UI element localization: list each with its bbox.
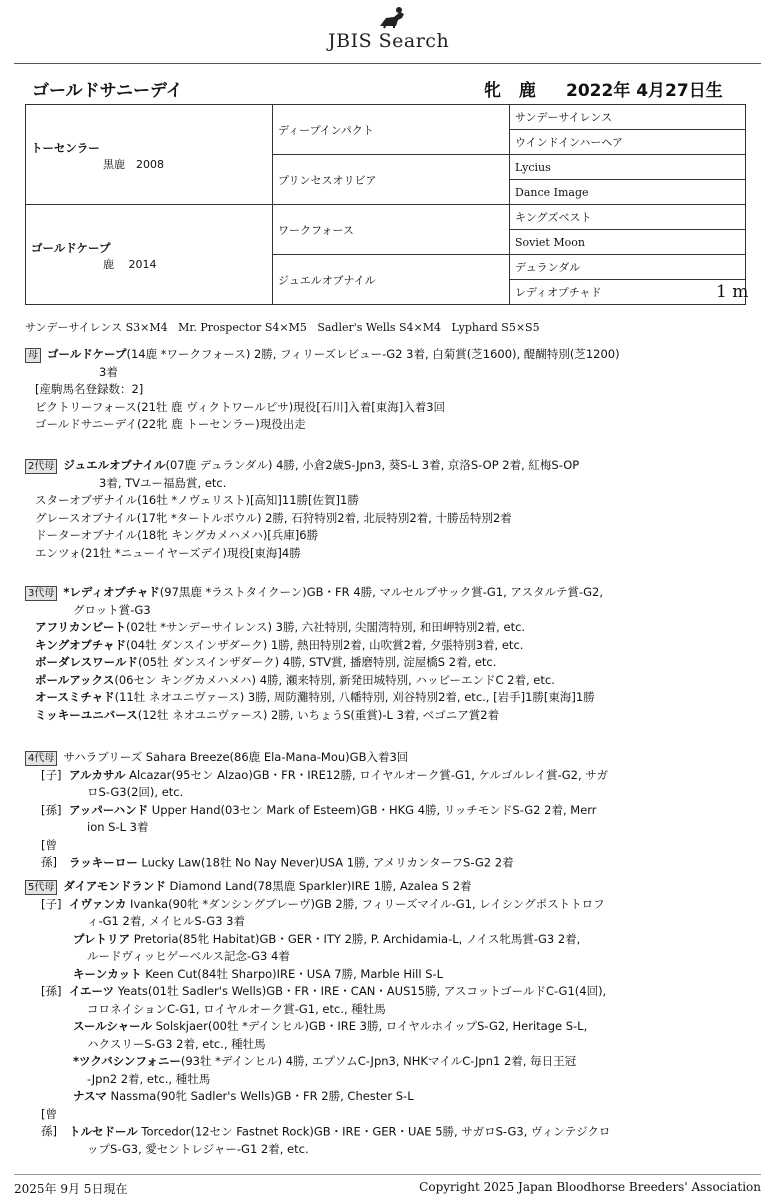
- horse-link[interactable]: イヴァンカ: [69, 896, 127, 911]
- family-line: [25, 931, 755, 949]
- family-line: [25, 707, 755, 725]
- record-text: (04牡 ダンスインザダーク) 1勝, 熱田特別2着, 山吹賞2着, 夕張特別3着, etc.: [125, 637, 524, 652]
- section-4th-dam: [25, 749, 755, 872]
- inbreeding-line: サンデーサイレンス S3×M4 Mr. Prospector S4×M5 Sadler's Wells S4×M4 Lyphard S5×S5: [25, 321, 540, 334]
- record-text: (97黒鹿 *ラストタイクーン)GB・FR 4勝, マルセルブサック賞-G1, アスタルテ賞-G2,: [159, 585, 603, 599]
- horse-link[interactable]: ラッキーロー: [69, 855, 138, 869]
- record-text: グレースオブナイル(17牝 *タートルボウル) 2勝, 石狩特別2着, 北辰特別2着, 十勝岳特別2着: [35, 510, 512, 525]
- record-text: (06セン キングカメハメハ) 4勝, 瀬来特別, 新発田城特別, ハッピーエンドC 2着, etc.: [114, 672, 555, 687]
- pedigree-cell-ssd[interactable]: ウインドインハーヘア: [510, 130, 746, 155]
- pedigree-lm-marker: 1 m: [716, 282, 749, 302]
- family-line: [25, 602, 755, 620]
- generation-tag: 3代母: [25, 586, 57, 601]
- page-header: [0, 0, 775, 64]
- relation-label: [子]: [41, 896, 62, 911]
- horse-link[interactable]: *ツクバシンフォニー: [73, 1054, 181, 1068]
- family-line: [25, 913, 755, 931]
- horse-link[interactable]: ミッキーユニバース: [35, 707, 138, 722]
- footer-copyright: Copyright 2025 Japan Bloodhorse Breeders' Association: [419, 1180, 761, 1194]
- horse-name: ゴールドサニーデイ: [32, 81, 183, 101]
- relation-label: [曾孫]: [41, 1106, 57, 1138]
- record-text: Nassma(90牝 Sadler's Wells)GB・FR 2勝, Chester S-L: [106, 1089, 414, 1103]
- section-5th-dam: [25, 878, 755, 1158]
- family-line: [25, 510, 755, 528]
- dam-info: 鹿 2014: [103, 257, 157, 271]
- relation-label: [子]: [41, 767, 62, 782]
- family-line: [25, 1141, 755, 1159]
- record-text: Ivanka(90牝 *ダンシングブレーヴ)GB 2勝, フィリーズマイル-G1, レイシングポストトロフ: [126, 896, 605, 911]
- record-text: 3着: [99, 364, 118, 379]
- record-text: エンツォ(21牡 *ニューイヤーズデイ)現役[東海]4勝: [35, 545, 301, 560]
- generation-tag: 母: [25, 348, 41, 363]
- pedigree-cell-sds[interactable]: Lycius: [510, 155, 746, 180]
- family-line: [25, 784, 755, 802]
- record-text: スターオブザナイル(16牡 *ノヴェリスト)[高知]11勝[佐賀]1勝: [35, 493, 359, 507]
- dam-cell[interactable]: [26, 205, 273, 305]
- family-line: [25, 749, 755, 767]
- record-text: Alcazar(95セン Alzao)GB・FR・IRE12勝, ロイヤルオーク賞-G1, ケルゴルレイ賞-G2, サガ: [125, 767, 609, 782]
- relation-label: [孫]: [41, 802, 62, 817]
- horse-link[interactable]: ジュエルオブナイル: [63, 458, 166, 472]
- dam-name: ゴールドケープ: [31, 240, 111, 255]
- generation-tag: 5代母: [25, 880, 57, 895]
- section-2nd-dam: [25, 457, 755, 562]
- family-line: [25, 545, 755, 563]
- family-line: [25, 619, 755, 637]
- record-text: Torcedor(12セン Fastnet Rock)GB・IRE・GER・UAE 5勝, サガロS-G3, ヴィンテジクロ: [137, 1124, 611, 1138]
- family-line: [25, 527, 755, 545]
- record-text: Lucky Law(18牡 No Nay Never)USA 1勝, アメリカンターフS-G2 2着: [137, 855, 514, 869]
- family-line: [25, 672, 755, 690]
- horse-link[interactable]: ボーダレスワールド: [35, 655, 138, 669]
- record-text: [産駒馬名登録数：2]: [35, 382, 144, 396]
- record-text: ハクスリーS-G3 2着, etc., 種牡馬: [87, 1036, 266, 1051]
- pedigree-cell-dsd[interactable]: Soviet Moon: [510, 230, 746, 255]
- record-text: (11牡 ネオユニヴァース) 3勝, 周防灘特別, 八幡特別, 刈谷特別2着, etc., [岩手]1勝[東海]1勝: [114, 690, 595, 704]
- record-text: Keen Cut(84牡 Sharpo)IRE・USA 7勝, Marble Hill S-L: [141, 966, 444, 981]
- horse-title-row: [32, 76, 755, 104]
- footer-date: 2025年 9月 5日現在: [14, 1182, 128, 1196]
- pedigree-table: [25, 104, 749, 305]
- generation-tag: 2代母: [25, 459, 57, 474]
- sire-info: 黒鹿 2008: [103, 157, 164, 171]
- record-text: ルードヴィッヒゲーベルス記念-G3 4着: [87, 949, 290, 963]
- record-text: (14鹿 *ワークフォース) 2勝, フィリーズレビュー-G2 3着, 白菊賞(芝1600), 醍醐特別(芝1200): [126, 347, 620, 361]
- header-divider: [14, 63, 761, 64]
- family-line: [25, 416, 755, 434]
- pedigree-cell-ddd[interactable]: レディオプチャド: [510, 280, 746, 305]
- family-line: [25, 1053, 755, 1071]
- record-text: -Jpn2 2着, etc., 種牡馬: [87, 1071, 211, 1086]
- jbis-logo[interactable]: JBIS Search: [328, 30, 450, 52]
- horse-link[interactable]: ダイアモンドランド: [63, 879, 166, 893]
- pedigree-cell-dds[interactable]: デュランダル: [510, 255, 746, 280]
- record-text: (12牡 ネオユニヴァース) 2勝, いちょうS(重賞)-L 3着, ベゴニア賞2着: [137, 707, 500, 722]
- record-text: ビクトリーフォース(21牡 鹿 ヴィクトワールピサ)現役[石川]入着[東海]入着3回: [35, 399, 446, 414]
- family-line: [25, 1001, 755, 1019]
- horse-link[interactable]: オースミチャド: [35, 690, 115, 704]
- horse-link[interactable]: ゴールドケープ: [47, 347, 127, 361]
- family-line: [25, 399, 755, 417]
- record-text: Diamond Land(78黒鹿 Sparkler)IRE 1勝, Azalea S 2着: [165, 879, 472, 893]
- record-text: (02牡 *サンデーサイレンス) 3勝, 六社特別, 尖閣湾特別, 和田岬特別2着, etc.: [125, 620, 526, 634]
- record-text: 3着, TVユー福島賞, etc.: [99, 475, 227, 490]
- family-line: [25, 654, 755, 672]
- family-line: [25, 1106, 755, 1141]
- horse-link[interactable]: イエーツ: [69, 984, 115, 998]
- record-text: Yeats(01牡 Sadler's Wells)GB・FR・IRE・CAN・AUS15勝, アスコットゴールドC-G1(4回),: [114, 984, 607, 998]
- dam-dam-cell[interactable]: ジュエルオブナイル: [273, 255, 510, 305]
- family-line: [25, 457, 755, 475]
- horse-link[interactable]: アルカサル: [69, 767, 126, 782]
- relation-label: [曾孫]: [41, 837, 57, 869]
- dam-sire-cell[interactable]: ワークフォース: [273, 205, 510, 255]
- horse-link[interactable]: キーンカット: [73, 966, 142, 981]
- family-line: [25, 767, 755, 785]
- section-dam: [25, 346, 755, 434]
- record-text: (05牡 ダンスインザダーク) 4勝, STV賞, 播磨特別, 淀屋橋S 2着, etc.: [137, 655, 497, 669]
- record-text: ゴールドサニーデイ(22牝 鹿 トーセンラー)現役出走: [35, 417, 306, 431]
- family-line: [25, 1088, 755, 1106]
- sire-name: トーセンラー: [31, 140, 100, 155]
- generation-tag: 4代母: [25, 751, 57, 766]
- family-line: [25, 584, 755, 602]
- sire-dam-cell[interactable]: プリンセスオリビア: [273, 155, 510, 205]
- record-text: ドーターオブナイル(18牝 キングカメハメハ)[兵庫]6勝: [35, 528, 319, 542]
- family-line: [25, 1071, 755, 1089]
- family-line: [25, 966, 755, 984]
- family-line: [25, 1018, 755, 1036]
- record-text: (07鹿 デュランダル) 4勝, 小倉2歳S-Jpn3, 葵S-L 3着, 京洛S-OP 2着, 紅梅S-OP: [165, 458, 580, 472]
- record-text: コロネイションC-G1, ロイヤルオーク賞-G1, etc., 種牡馬: [87, 1001, 386, 1016]
- footer-divider: [14, 1174, 761, 1175]
- record-text: Upper Hand(03セン Mark of Esteem)GB・HKG 4勝, リッチモンドS-G2 2着, Merr: [148, 802, 597, 817]
- horse-link[interactable]: トルセドール: [69, 1124, 138, 1138]
- horse-sex-color: 牝 鹿: [484, 81, 542, 101]
- relation-label: [孫]: [41, 984, 62, 998]
- family-line: [25, 948, 755, 966]
- family-line: [25, 819, 755, 837]
- family-line: [25, 983, 755, 1001]
- horse-link[interactable]: スールシャール: [73, 1019, 152, 1033]
- horse-link[interactable]: ナスマ: [73, 1089, 107, 1103]
- horse-link[interactable]: アフリカンビート: [35, 620, 126, 634]
- family-line: [25, 381, 755, 399]
- record-text: グロット賞-G3: [73, 602, 151, 617]
- pedigree-cell-sdd[interactable]: Dance Image: [510, 180, 746, 205]
- horse-link[interactable]: ポールアックス: [35, 672, 115, 687]
- record-text: サハラブリーズ Sahara Breeze(86鹿 Ela-Mana-Mou)GB入着3回: [63, 750, 409, 764]
- family-line: [25, 346, 755, 364]
- family-line: [25, 896, 755, 914]
- pedigree-cell-dss[interactable]: キングズベスト: [510, 205, 746, 230]
- horse-link[interactable]: *レディオプチャド: [63, 585, 160, 599]
- record-text: ion S-L 3着: [87, 820, 149, 834]
- family-line: [25, 837, 755, 872]
- horse-link[interactable]: アッパーハンド: [69, 802, 149, 817]
- pedigree-cell-sss[interactable]: サンデーサイレンス: [510, 105, 746, 130]
- record-text: ップS-G3, 愛セントレジャー-G1 2着, etc.: [87, 1141, 309, 1156]
- section-3rd-dam: [25, 584, 755, 724]
- family-line: [25, 475, 755, 493]
- family-line: [25, 364, 755, 382]
- family-line: [25, 802, 755, 820]
- family-line: [25, 492, 755, 510]
- horse-rider-icon: [376, 6, 410, 30]
- family-line: [25, 1036, 755, 1054]
- sire-sire-cell[interactable]: ディープインパクト: [273, 105, 510, 155]
- sire-cell[interactable]: [26, 105, 273, 205]
- family-line: [25, 878, 755, 896]
- record-text: (93牡 *デインヒル) 4勝, エプソムC-Jpn3, NHKマイルC-Jpn1 2着, 毎日王冠: [180, 1054, 577, 1068]
- family-line: [25, 637, 755, 655]
- record-text: ィ-G1 2着, メイヒルS-G3 3着: [87, 914, 246, 928]
- record-text: ロS-G3(2回), etc.: [87, 785, 184, 799]
- record-text: Pretoria(85牝 Habitat)GB・GER・ITY 2勝, P. Archidamia-L, ノイス牝馬賞-G3 2着,: [130, 931, 581, 946]
- record-text: Solskjaer(00牡 *デインヒル)GB・IRE 3勝, ロイヤルホイップS-G2, Heritage S-L,: [151, 1019, 588, 1033]
- family-line: [25, 689, 755, 707]
- horse-link[interactable]: プレトリア: [73, 931, 131, 946]
- horse-link[interactable]: キングオブチャド: [35, 637, 126, 652]
- horse-birth-date: 2022年 4月27日生: [566, 81, 723, 101]
